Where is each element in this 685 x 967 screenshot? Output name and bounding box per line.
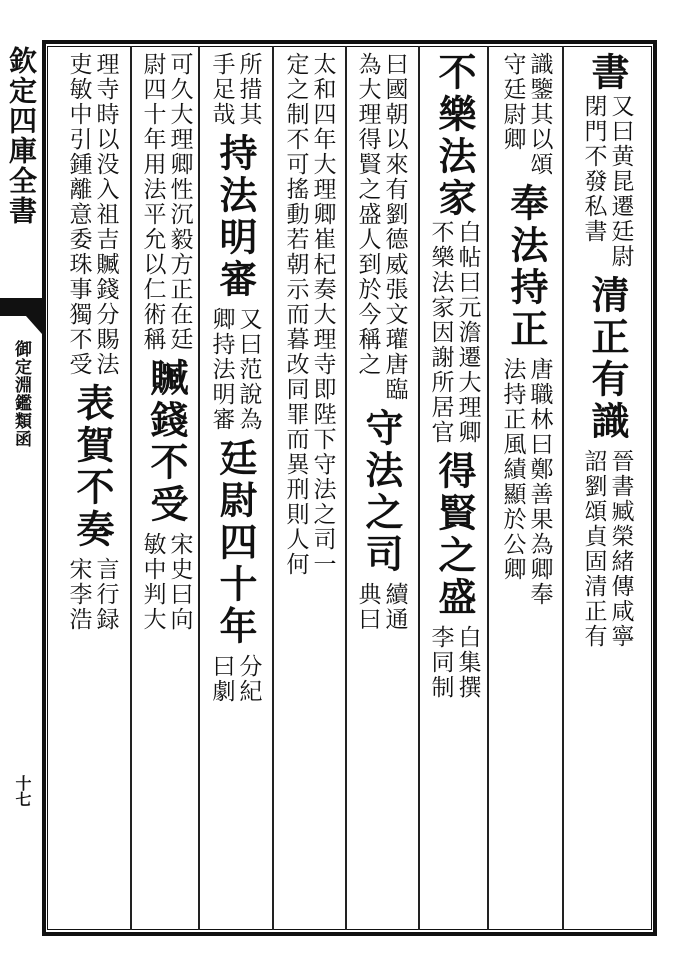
annotation-block xyxy=(581,94,634,269)
text-column-7 xyxy=(140,52,192,924)
annotation-line: 尉四十年用法平允以仁術稱 xyxy=(139,52,166,352)
annotation-line: 宋史曰向 xyxy=(166,532,193,632)
annotation-line: 言行録 xyxy=(92,557,119,632)
annotation-line: 宋李浩 xyxy=(65,557,92,632)
annotation-block xyxy=(428,625,481,700)
column-rule xyxy=(418,46,420,930)
annotation-line: 續通 xyxy=(381,582,408,632)
annotation-line: 敏中判大 xyxy=(139,532,166,632)
fish-tail-mark-point xyxy=(26,316,42,334)
entry-heading: 清正有識 xyxy=(585,275,630,443)
annotation-block xyxy=(209,52,262,127)
column-rule xyxy=(272,46,274,930)
text-column-4 xyxy=(355,52,407,924)
annotation-line: 理寺時以没入祖吉贓錢分賜法 xyxy=(92,52,119,377)
annotation-line: 白帖曰元澹遷大理卿 xyxy=(454,220,481,445)
annotation-block xyxy=(140,52,193,352)
annotation-line: 可久大理卿性沉毅方正在廷 xyxy=(166,52,193,352)
annotation-block xyxy=(581,449,634,649)
entry-heading: 得賢之盛 xyxy=(432,451,477,619)
column-rule xyxy=(562,46,564,930)
annotation-line: 晉書臧榮緒傳咸寧 xyxy=(607,449,634,649)
text-column-3 xyxy=(428,52,480,924)
book-title: 御定淵鑑類函 xyxy=(11,340,31,448)
column-rule xyxy=(487,46,489,930)
entry-heading: 廷尉四十年 xyxy=(213,438,258,648)
text-column-6 xyxy=(209,52,261,924)
annotation-line: 李同制 xyxy=(427,625,454,700)
entry-heading: 書 xyxy=(585,52,630,94)
annotation-line: 曰國朝以來有劉德威張文瓘唐臨 xyxy=(381,52,408,402)
text-column-5 xyxy=(283,52,335,924)
annotation-line: 又曰黄昆遷廷尉 xyxy=(607,94,634,269)
column-rule xyxy=(345,46,347,930)
entry-heading: 守法之司 xyxy=(359,408,404,576)
annotation-line: 法持正風績顯於公卿 xyxy=(499,357,526,582)
annotation-block xyxy=(66,52,119,377)
annotation-line: 手足哉 xyxy=(208,52,235,127)
annotation-line: 守廷尉卿 xyxy=(499,52,526,152)
annotation-line: 詔劉頌貞固清正有 xyxy=(580,449,607,649)
annotation-block xyxy=(500,357,553,607)
text-column-1 xyxy=(581,52,633,924)
annotation-line: 不樂法家因謝所居官 xyxy=(427,220,454,445)
annotation-block xyxy=(500,52,553,177)
text-column-8 xyxy=(66,52,118,924)
column-rule xyxy=(198,46,200,930)
annotation-line: 識鑒其以頌 xyxy=(526,52,553,177)
annotation-line: 唐職林曰鄭善果為卿奉 xyxy=(526,357,553,607)
text-column-2 xyxy=(500,52,552,924)
annotation-block xyxy=(428,220,481,445)
annotation-line: 太和四年大理卿崔杞奏大理寺即陛下守法之司一 xyxy=(309,52,336,577)
annotation-block xyxy=(209,307,262,432)
annotation-line: 為大理得賢之盛人到於今稱之 xyxy=(354,52,381,377)
annotation-line: 又曰范說為 xyxy=(235,307,262,432)
annotation-block xyxy=(209,654,262,704)
annotation-block xyxy=(283,52,336,577)
collection-title: 欽定四庫全書 xyxy=(5,46,38,226)
annotation-line: 所措其 xyxy=(235,52,262,127)
annotation-line: 卿持法明審 xyxy=(208,307,235,432)
annotation-line: 白集撰 xyxy=(454,625,481,700)
entry-heading: 不樂法家 xyxy=(432,52,477,220)
annotation-line: 吏敏中引鍾離意委珠事獨不受 xyxy=(65,52,92,377)
entry-heading: 持法明審 xyxy=(213,133,258,301)
annotation-block xyxy=(355,52,408,402)
entry-heading: 表賀不奏 xyxy=(70,383,115,551)
entry-heading: 贓錢不受 xyxy=(144,358,189,526)
page-margin-strip xyxy=(0,40,44,936)
annotation-block xyxy=(355,582,408,632)
annotation-line: 典曰 xyxy=(354,582,381,632)
annotation-block xyxy=(66,557,119,632)
fish-tail-mark xyxy=(0,298,42,316)
annotation-line: 閉門不發私書 xyxy=(580,94,607,244)
annotation-line: 定之制不可搖動若朝示而暮改同罪而異刑則人何 xyxy=(282,52,309,577)
entry-heading: 奉法持正 xyxy=(504,183,549,351)
annotation-line: 分紀 xyxy=(235,654,262,704)
annotation-block xyxy=(140,532,193,632)
annotation-line: 曰劇 xyxy=(208,654,235,704)
column-rule xyxy=(130,46,132,930)
page-number: 十七 xyxy=(13,775,32,807)
